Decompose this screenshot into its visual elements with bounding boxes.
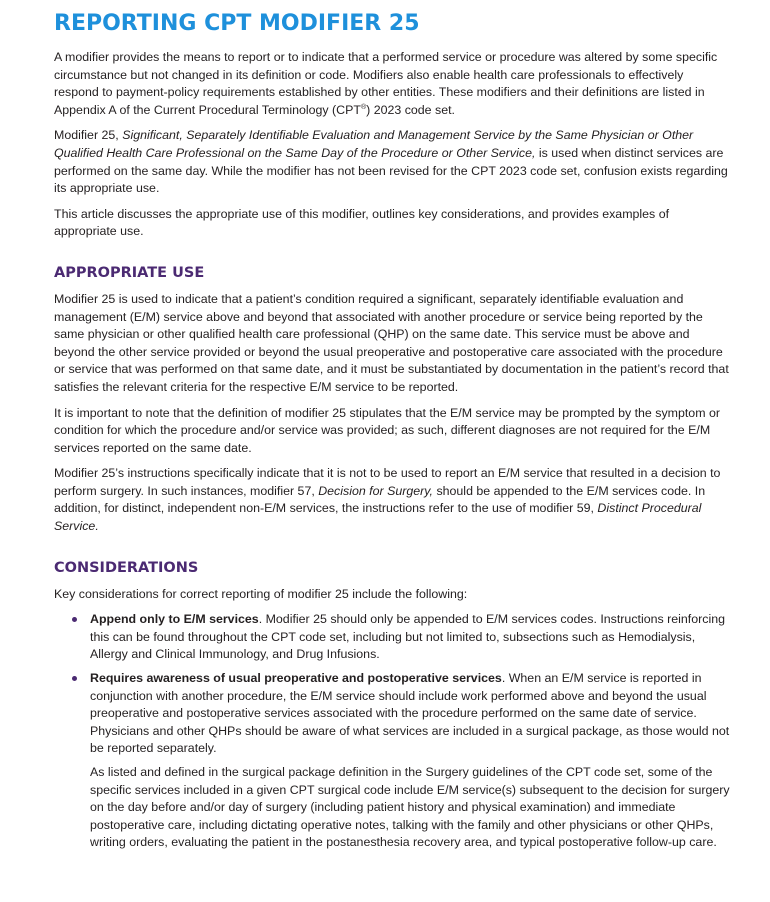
considerations-intro: Key considerations for correct reporting of modifier 25 include the following: <box>54 586 468 601</box>
bullet-icon <box>72 617 77 622</box>
modifier-59-name: Distinct Procedural Service. <box>54 501 702 534</box>
list-item-bold: Requires awareness of usual preoperative and postoperative services <box>90 671 502 686</box>
intro-p1-end: ) 2023 code set. <box>366 102 455 117</box>
modifier-25-definition: Significant, Separately Identifiable Evaluation and Management Service by the Same Physician or Other Qualified Health Care Professional on the Same Day of the Procedure or Other Service, <box>54 128 694 160</box>
page-title: REPORTING CPT MODIFIER 25 <box>54 11 420 36</box>
appropriate-use-paragraph-3 <box>54 465 730 535</box>
section-heading-appropriate-use: APPROPRIATE USE <box>54 264 205 281</box>
au-p3-mid: should be appended to the E/M services code. In addition, for distinct, independent non-E/M services, the instructions refer to the use of modifier 59, <box>54 483 706 516</box>
intro-p2-end: is used when distinct services are performed on the same day. While the modifier has not been revised for the CPT 2023 code set, confusion exists regarding its appropriate use. <box>54 145 728 196</box>
appropriate-use-paragraph-1: Modifier 25 is used to indicate that a patient’s condition required a significant, separately identifiable evaluation and management (E/M) service above and beyond that associated with another procedure or service being reported by the same physician or other qualified health care professional (QHP) on the same date. This service must be above and beyond the other service provided or beyond the usual preoperative and postoperative care associated with the procedure or service that was performed on that same date, and it must be substantiated by documentation in the patient’s record that satisfies the relevant criteria for the respective E/M service to be reported. <box>54 291 729 394</box>
list-item-bold: Append only to E/M services <box>90 612 259 627</box>
intro-paragraph-1 <box>54 49 730 119</box>
list-item-extra: As listed and defined in the surgical package definition in the Surgery guidelines of the CPT code set, some of the specific services included in a given CPT surgical code include E/M service(s) subsequent to the decision for surgery on the day before and/or day of surgery (including patient history and physical examination) and immediate postoperative care, including dictating operative notes, talking with the family and other physicians or other QHPs, writing orders, evaluating the patient in the postanesthesia recovery area, and typical postoperative follow-up care. <box>90 765 730 850</box>
considerations-list <box>54 611 730 852</box>
list-item-text: . Modifier 25 should only be appended to E/M services codes. Instructions reinforcing this can be found throughout the CPT code set, including but not limited to, subsections such as Hemodialysis, Allergy and Clinical Immunology, and Drug Infusions. <box>90 612 725 662</box>
list-item <box>72 670 730 852</box>
intro-p2-start: Modifier 25, <box>54 128 123 143</box>
registered-mark: ® <box>360 103 367 111</box>
intro-p1-text: A modifier provides the means to report or to indicate that a performed service or procedure was altered by some specific circumstance but not changed in its definition or code. Modifiers also enable health care professionals to effectively respond to payment-policy requirements established by other entities. These modifiers and their definitions are listed in Appendix A of the Current Procedural Terminology (CPT <box>54 50 718 117</box>
section-heading-considerations: CONSIDERATIONS <box>54 559 199 576</box>
modifier-57-name: Decision for Surgery, <box>318 483 433 498</box>
list-item <box>72 611 730 664</box>
bullet-icon <box>72 676 77 681</box>
list-item-text: . When an E/M service is reported in conjunction with another procedure, the E/M service should include work performed above and beyond the usual preoperative and postoperative services associated with the procedure performed on the same date of service. Physicians and other QHPs should be aware of what services are included in a surgical package, as those would not be reported separately. <box>90 671 730 756</box>
intro-paragraph-2 <box>54 127 730 197</box>
au-p3-start: Modifier 25’s instructions specifically indicate that it is not to be used to report an E/M service that resulted in a decision to perform surgery. In such instances, modifier 57, <box>54 466 721 498</box>
intro-paragraph-3: This article discusses the appropriate use of this modifier, outlines key considerations, and provides examples of appropriate use. <box>54 206 670 239</box>
appropriate-use-paragraph-2: It is important to note that the definition of modifier 25 stipulates that the E/M service may be prompted by the symptom or condition for which the procedure and/or service was provided; as such, different diagnoses are not required for the E/M services reported on the same date. <box>54 405 720 455</box>
